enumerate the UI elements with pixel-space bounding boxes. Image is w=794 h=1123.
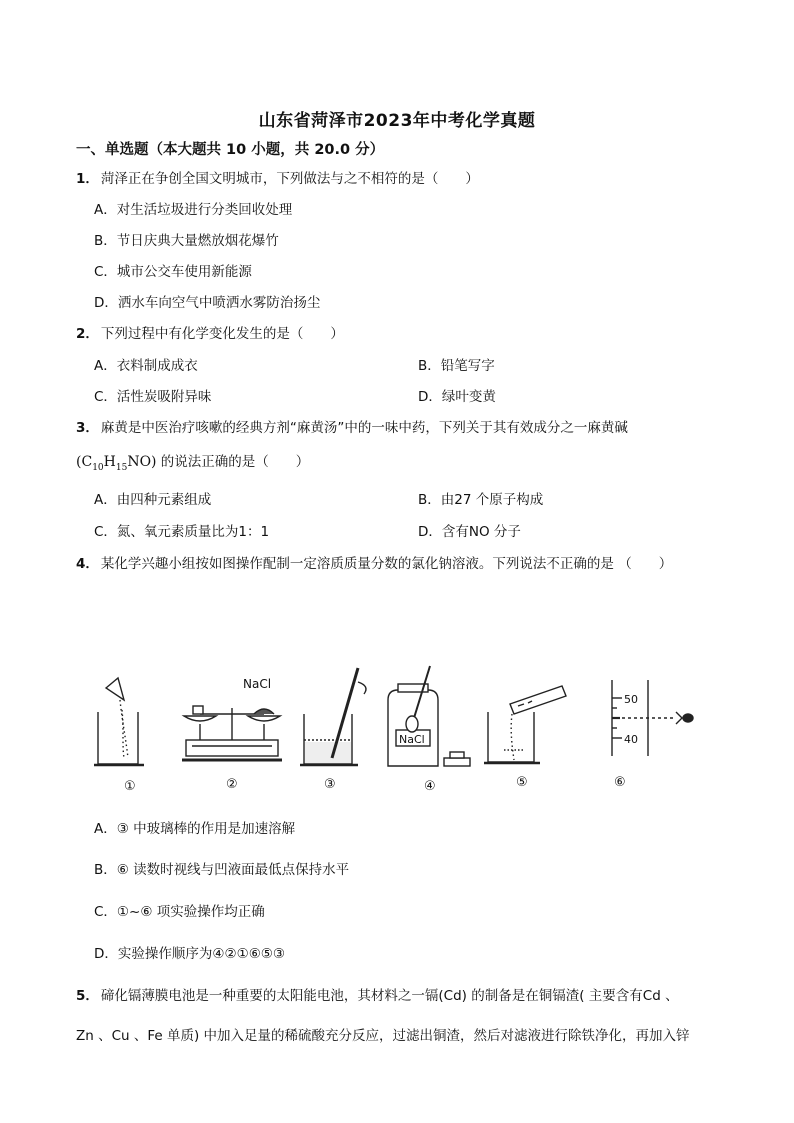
figure-label-4: ④ bbox=[424, 779, 436, 794]
figure-label-5: ⑤ bbox=[516, 775, 528, 790]
scale-40-label: 40 bbox=[624, 733, 638, 746]
question-text: 碲化镉薄膜电池是一种重要的太阳能电池，其材料之一镉(Cd) 的制备是在铜镉渣( 主要含有Cd 、 bbox=[100, 988, 679, 1004]
option-3c: C．氮、氧元素质量比为1：1 bbox=[94, 524, 270, 540]
figure-label-6: ⑥ bbox=[614, 775, 626, 790]
experiment-figure bbox=[92, 660, 712, 800]
question-text: 麻黄是中医治疗咳嗽的经典方剂“麻黄汤”中的一味中药，下列关于其有效成分之一麻黄碱 bbox=[100, 420, 628, 436]
step-3-stirring-icon bbox=[300, 668, 366, 765]
option-4b: B．⑥ 读数时视线与凹液面最低点保持水平 bbox=[94, 862, 350, 878]
question-text: 某化学兴趣小组按如图操作配制一定溶质质量分数的氯化钠溶液。下列说法不正确的是 （ ） bbox=[100, 556, 673, 572]
step-5-pouring-icon bbox=[484, 686, 566, 763]
figure-label-1: ① bbox=[124, 779, 136, 794]
question-number: 5． bbox=[76, 988, 99, 1004]
chemical-formula: $(C_{10}H_{15}NO)$ bbox=[76, 454, 157, 473]
option-3d: D．含有NO 分子 bbox=[418, 524, 521, 540]
page-title: 山东省菏泽市2023年中考化学真题 bbox=[258, 111, 536, 131]
option-3b: B．由27 个原子构成 bbox=[418, 492, 544, 508]
section-heading: 一、单选题（本大题共 10 小题，共 20.0 分） bbox=[76, 142, 385, 158]
figure-label-2: ② bbox=[226, 777, 238, 792]
option-4a: A．③ 中玻璃棒的作用是加速溶解 bbox=[94, 821, 296, 837]
question-2 bbox=[76, 322, 344, 342]
option-2d: D．绿叶变黄 bbox=[418, 389, 496, 405]
step-2-balance-icon bbox=[182, 677, 282, 760]
option-4d: D．实验操作顺序为④②①⑥⑤③ bbox=[94, 946, 286, 962]
question-number: 1． bbox=[76, 171, 99, 187]
option-2c: C．活性炭吸附异味 bbox=[94, 389, 212, 405]
figure-label-3: ③ bbox=[324, 777, 336, 792]
question-text: 的说法正确的是（ ） bbox=[156, 454, 310, 470]
option-1b: B．节日庆典大量燃放烟花爆竹 bbox=[94, 233, 279, 249]
question-number: 2． bbox=[76, 326, 99, 342]
question-text: 下列过程中有化学变化发生的是（ ） bbox=[100, 326, 344, 342]
question-text: 菏泽正在争创全国文明城市，下列做法与之不相符的是（ ） bbox=[100, 171, 479, 187]
option-2b: B．铅笔写字 bbox=[418, 358, 495, 374]
question-3-line2 bbox=[76, 450, 309, 473]
step-4-bottle-icon bbox=[388, 666, 470, 766]
question-1 bbox=[76, 167, 479, 187]
option-3a: A．由四种元素组成 bbox=[94, 492, 212, 508]
option-2a: A．衣料制成成衣 bbox=[94, 358, 198, 374]
scale-50-label: 50 bbox=[624, 693, 638, 706]
question-4 bbox=[76, 552, 672, 572]
step-6-reading-icon bbox=[612, 680, 693, 756]
question-5 bbox=[76, 984, 679, 1004]
option-4c: C．①~⑥ 项实验操作均正确 bbox=[94, 904, 265, 920]
option-1c: C．城市公交车使用新能源 bbox=[94, 264, 252, 280]
option-1d: D．洒水车向空气中喷洒水雾防治扬尘 bbox=[94, 295, 321, 311]
nacl-label: NaCl bbox=[243, 677, 272, 691]
question-number: 3． bbox=[76, 420, 99, 436]
nacl-bottle-label: NaCl bbox=[399, 733, 425, 746]
step-1-beaker-icon bbox=[94, 678, 144, 765]
question-3 bbox=[76, 416, 628, 436]
option-1a: A．对生活垃圾进行分类回收处理 bbox=[94, 202, 293, 218]
question-5-line2: Zn 、Cu 、Fe 单质) 中加入足量的稀硫酸充分反应，过滤出铜渣，然后对滤液进行除铁净化，再加入锌 bbox=[76, 1028, 690, 1044]
question-number: 4． bbox=[76, 556, 99, 572]
